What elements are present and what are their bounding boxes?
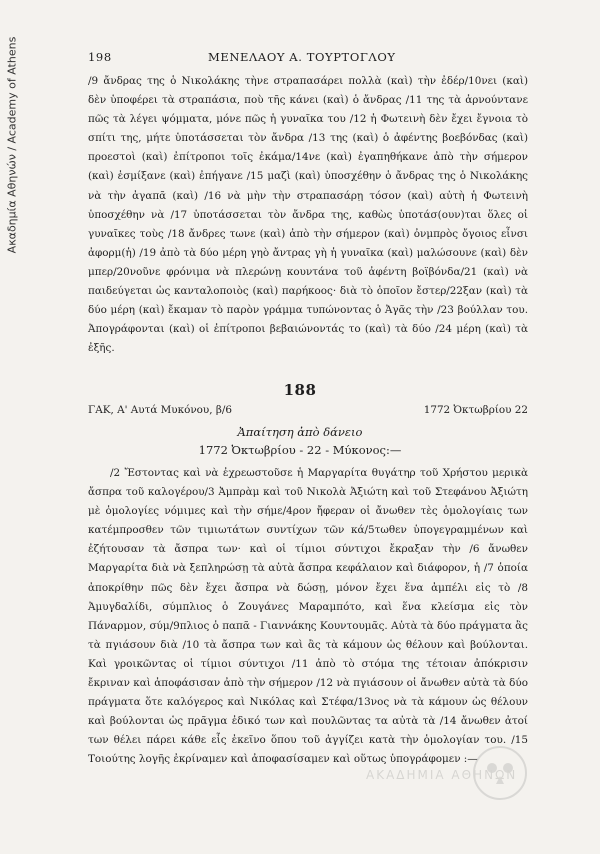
continued-paragraph: /9 ἄνδρας της ὁ Νικολάκης τὴνε στραπασάρει πολλὰ (καὶ) τὴν ἐδέρ/10νει (καὶ) δὲν ὑποφέρει τὰ στραπάσια, ποὺ τῆς κάνει (καὶ) ὁ ἄνδρας /11 της τὰ ἀρνούντανε πῶς τὰ λέγει ψόμματα, μόνε πῶς ἡ γυναῖκα του /12 ἡ Φωτεινὴ δὲν ἔχει ἔγνοια τὸ σπίτι της, μήτε ὑποτάσσεται τὸν ἄνδρα /13 της (καὶ) ὁ ἀφέντης βοεβόνδας (καὶ) προεστοὶ (καὶ) ἐπίτροποι τοῖς ἐκάμα/14νε (καὶ) ἐγαπηθήκανε ἀπὸ τὴν σήμερον (καὶ) ἐσμίξανε (καὶ) ἐπήγανε /15 μαζὶ (καὶ) ὑποσχέθην ὁ ἄνδρας της ὁ Νικολάκης νὰ τὴν ἀγαπᾶ (καὶ) /16 νὰ μὴν τὴν στραπασάρῃ τόσον (καὶ) αὐτὴ ἡ Φωτεινὴ ὑποσχέθην νὰ /17 ὑποτάσσεται τὸν ἄνδρα της, καθὼς ὑποτάσ(ουν)ται ὅλες οἱ γυναῖκες τοὺς /18 ἄνδρες τωνε (καὶ) ἀπὸ τὴν σήμερον (καὶ) ὀνμπρὸς ὄγοιος εἶνσι ἀφορμ(ἡ) /19 ἀπὸ τὰ δύο μέρη γηὸ ἄντρας γὴ ἡ γυναῖκα (καὶ) μαλώσουνε (καὶ) δὲν μπερ/20νοῦνε φρόνιμα νὰ πλερώνῃ κουντάνα τοῦ ἀφέντη βοϊβόνδα/21 (καὶ) νὰ παιδεύγεται ὡς κανταλοποιὸς (καὶ) παρήκοος· διὰ τὸ ὁποῖον ἔστερ/22ξαν (καὶ) τὰ δύο μέρη (καὶ) ἔκαμαν τὸ παρὸν γράμμα τυπώνοντας ὁ Ἀγᾶς τὴν /23 βούλλαν του. Ἀπογράφονται (καὶ) οἱ ἐπίτροποι βεβαιώνοντάς το (καὶ) τὰ δύο /24 μέρη (καὶ) τὰ ἐξῆς. — [88, 75, 528, 355]
document-date: 1772 Ὀκτωβρίου 22 — [423, 404, 528, 416]
watermark-text: ΑΚΑΔΗΜΙΑ ΑΘΗΝΩΝ — [366, 768, 518, 782]
page-header — [88, 50, 528, 66]
running-title: ΜΕΝΕΛΑΟΥ Α. ΤΟΥΡΤΟΓΛΟΥ — [208, 50, 396, 64]
document-number: 188 — [283, 381, 317, 399]
document-date-line: 1772 Ὀκτωβρίου - 22 - Μύκονος:— — [198, 443, 402, 457]
page-number: 198 — [88, 50, 112, 64]
document-summary: Ἀπαίτηση ἀπὸ δάνειο — [237, 425, 363, 439]
side-credit-text: Ακαδημία Αθηνών / Academy of Athens — [5, 36, 19, 254]
continued-text-block — [88, 72, 528, 358]
document-body — [88, 464, 528, 770]
academy-watermark — [360, 738, 530, 808]
body-paragraph: /2 Ἔστοντας καὶ νὰ ἐχρεωστοῦσε ἡ Μαργαρίτα θυγάτηρ τοῦ Χρήστου μερικὰ ἄσπρα τοῦ καλογέρου/3 Ἀμπρὰμ καὶ τοῦ Νικολὰ Ἀξιώτη καὶ τοῦ Στεφάνου Ἀξιώτη μὲ ὁμολογίες νόμιμες καὶ τὴν σήμε/4ρον ἤφεραν οἱ ἄνωθεν τὲς ὁμολογίαις των κατέμπροσθεν τῶν τιμιωτάτων συντίχων τῶν κά/5τωθεν ὑπογεγραμμένων καὶ ἐζήτουσαν τὰ ἄσπρα των· καὶ οἱ τίμιοι σύντιχοι ἔκραξαν τὴν /6 ἄνωθεν Μαργαρίτα διὰ νὰ ξεπληρώσῃ τὰ αὐτὰ ἄσπρα κεφάλαιον καὶ διάφορον, ἡ /7 ὁποία ἀποκρίθην πῶς δὲν ἔχει ἄσπρα νὰ δώσῃ, μόνον ἔχει ἕνα ἀμπέλι εἰς τὸ /8 Ἀμυγδαλίδι, σύμπλιος ὁ Ζουγάνες Μαραμπότο, καὶ ἕνα κλείσμα εἰς τὸν Πάναρμον, σύμ/9πλιος ὁ παπᾶ - Γιαννάκης Κουντουμᾶς. Αὐτὰ τὰ δύο πράγματα ἂς τὰ πγιάσουν διὰ /10 τὰ ἄσπρα των καὶ ἂς τὰ κάμουν ὡς θέλουν καὶ βούλονται. Καὶ γροικῶντας οἱ τίμιοι σύντιχοι /11 ἀπὸ τὸ στόμα της τέτοιαν ἀπόκρισιν ἔκριναν καὶ ἀποφάσισαν ἀπὸ τὴν σήμερον /12 νὰ πγιάσουν οἱ ἄνωθεν αὐτὰ τὰ δύο πράγματα ὅτε καλόγερος καὶ Νικόλας καὶ Στέφα/13νος νὰ τὰ κάμουν ὡς θέλουν καὶ βούλονται ὡς πρᾶγμα ἐδικό των καὶ πουλῶντας τα αὐτὰ τὰ /14 ἄνωθεν ἀτοί των θέλει πάρει κάθε εἷς ἐκεῖνο ὅπου τοῦ ἀγγίζει κατὰ τὴν ὁμολογίαν του. /15 Τοιούτης λογῆς ἐκρίναμεν καὶ ἀποφασίσαμεν καὶ οὕτως ὑπογράφομεν :— — [88, 467, 528, 766]
archive-source: ΓΑΚ, Α' Αυτά Μυκόνου, β/6 — [88, 404, 232, 416]
side-credit — [2, 20, 22, 270]
